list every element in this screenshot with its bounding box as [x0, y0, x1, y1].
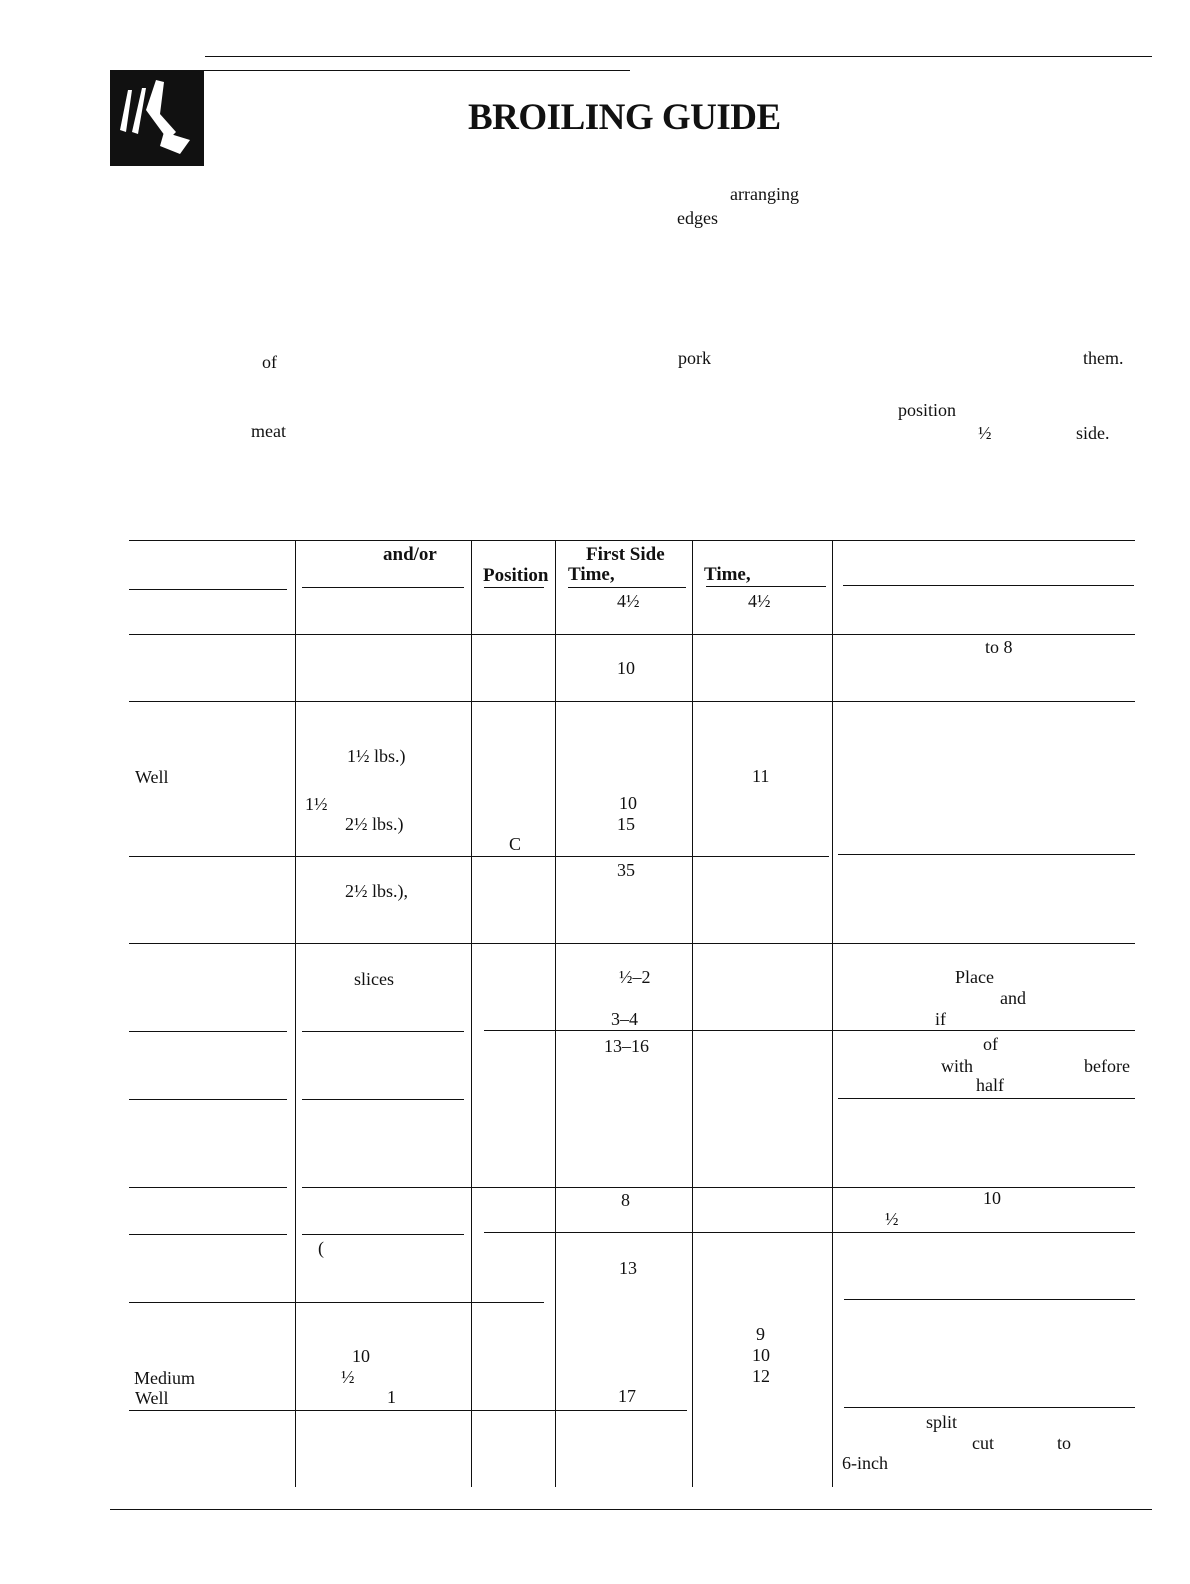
table-cell: half [976, 1075, 1004, 1095]
table-rule [484, 1232, 1135, 1233]
table-cell: 4½ [748, 591, 771, 611]
table-cell: ½ [885, 1209, 899, 1229]
table-cell: Place [955, 967, 994, 987]
table-cell: 3–4 [611, 1009, 638, 1029]
table-cell: with [941, 1056, 974, 1076]
table-cell: of [983, 1034, 998, 1054]
table-rule [838, 854, 1135, 855]
table-cell: and [1000, 988, 1026, 1008]
table-cell: 2½ lbs.), [345, 881, 408, 901]
table-cell: 10 [617, 658, 635, 678]
table-rule [129, 943, 1135, 944]
table-rule [844, 1407, 1135, 1408]
table-cell: 10 [619, 793, 637, 813]
table-cell: 10 [352, 1346, 370, 1366]
intro-word: arranging [730, 184, 799, 204]
table-cell: 12 [752, 1366, 770, 1386]
table-cell: 9 [756, 1324, 765, 1344]
table-rule [844, 1299, 1135, 1300]
intro-word: position [898, 400, 957, 420]
table-rule [838, 1098, 1135, 1099]
table-rule [302, 1187, 1135, 1188]
intro-word: side. [1076, 423, 1110, 443]
table-col-divider [832, 541, 833, 1487]
table-rule [129, 1099, 287, 1100]
table-cell: cut [972, 1433, 994, 1453]
intro-word: ½ [978, 423, 992, 443]
table-rule [302, 1031, 464, 1032]
header-position: Position [483, 565, 549, 586]
table-rule [129, 1302, 544, 1303]
table-cell: 13–16 [604, 1036, 649, 1056]
intro-word: meat [251, 421, 286, 441]
table-cell: 6-inch [842, 1453, 888, 1473]
table-cell: C [509, 834, 522, 854]
table-cell: Well [135, 767, 169, 787]
table-cell: if [935, 1009, 946, 1029]
intro-word: edges [677, 208, 718, 228]
table-rule [129, 701, 1135, 702]
table-rule [129, 856, 829, 857]
table-cell: 1 [387, 1387, 396, 1407]
header-first-side: First Side [586, 544, 665, 565]
intro-word: of [262, 352, 277, 372]
table-rule [843, 585, 1134, 586]
table-col-divider [471, 541, 472, 1487]
header-second-time: Time, [704, 564, 751, 585]
table-rule [568, 587, 686, 588]
table-col-divider [555, 541, 556, 1487]
intro-word: pork [678, 348, 711, 368]
table-cell: 2½ lbs.) [345, 814, 404, 834]
table-cell: slices [354, 969, 394, 989]
table-rule [129, 589, 287, 590]
table-cell: 17 [618, 1386, 636, 1406]
table-cell: 11 [752, 766, 770, 786]
table-cell: 15 [617, 814, 635, 834]
table-rule [302, 587, 464, 588]
table-cell: to 8 [985, 637, 1013, 657]
table-col-divider [295, 541, 296, 1487]
table-cell: ½ [341, 1367, 355, 1387]
table-rule [484, 587, 544, 588]
table-cell: 1½ [305, 794, 328, 814]
intro-word: them. [1083, 348, 1124, 368]
table-cell: 1½ lbs.) [347, 746, 406, 766]
table-cell: 10 [752, 1345, 770, 1365]
table-cell: 35 [617, 860, 635, 880]
header-first-time: Time, [568, 564, 615, 585]
table-cell: Well [135, 1388, 169, 1408]
table-rule [129, 540, 1135, 541]
table-cell: split [926, 1412, 958, 1432]
header-amount: and/or [383, 544, 437, 565]
table-rule [129, 1410, 687, 1411]
table-cell: to [1057, 1433, 1072, 1453]
table-rule [302, 1099, 464, 1100]
table-cell: ½–2 [619, 967, 651, 987]
table-col-divider [692, 541, 693, 1487]
table-rule [129, 1031, 287, 1032]
table-cell: Medium [134, 1368, 195, 1388]
table-rule [484, 1030, 1135, 1031]
top-rule [205, 56, 1152, 57]
table-rule [129, 1187, 287, 1188]
bottom-rule [110, 1509, 1152, 1510]
table-cell: ( [318, 1238, 324, 1258]
hand-icon [110, 70, 204, 166]
table-rule [302, 1234, 464, 1235]
page-title: BROILING GUIDE [468, 97, 781, 138]
table-cell: 10 [983, 1188, 1001, 1208]
table-cell: 4½ [617, 591, 640, 611]
table-cell: 8 [621, 1190, 630, 1210]
table-rule [129, 634, 1135, 635]
table-rule [706, 586, 826, 587]
table-rule [129, 1234, 287, 1235]
table-cell: before [1084, 1056, 1130, 1076]
table-cell: 13 [619, 1258, 637, 1278]
